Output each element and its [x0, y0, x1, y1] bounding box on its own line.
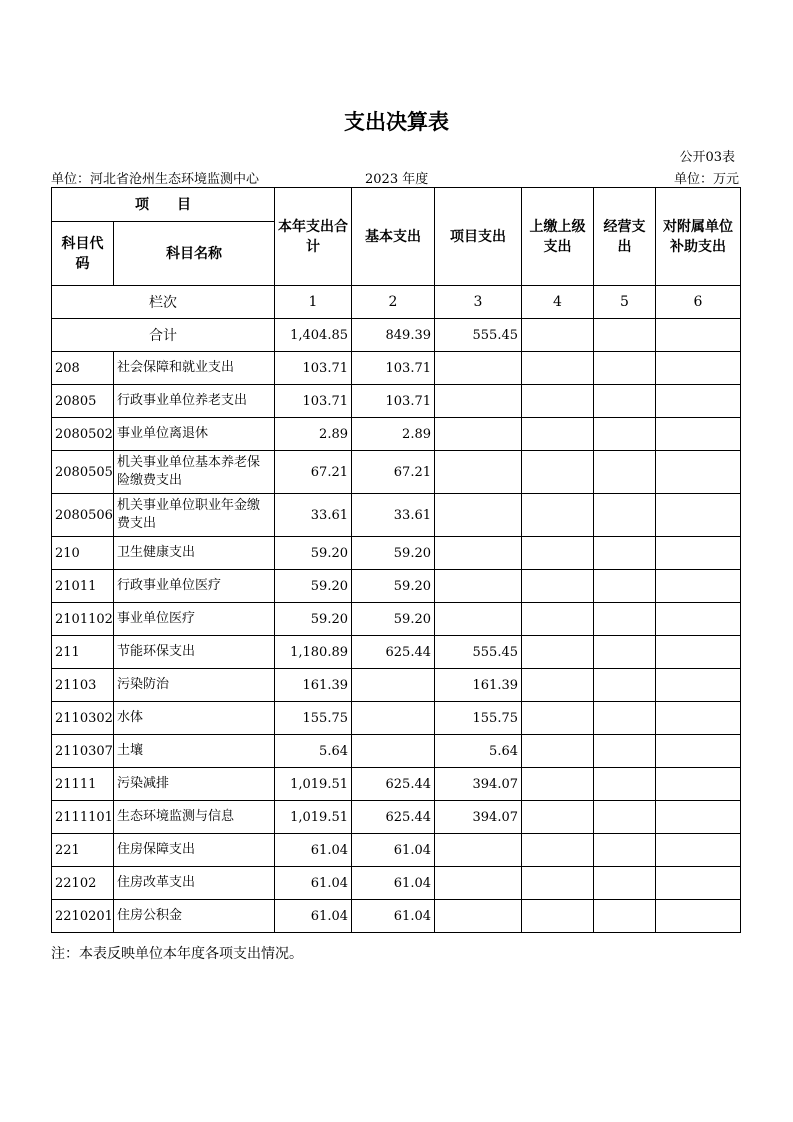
cell-code: 210	[52, 537, 114, 570]
cell-total: 5.64	[275, 735, 352, 768]
cell-name: 住房保障支出	[114, 834, 275, 867]
cell-code: 2110302	[52, 702, 114, 735]
cell-total: 103.71	[275, 352, 352, 385]
cell-project	[435, 418, 522, 451]
cell-basic: 61.04	[352, 900, 435, 933]
fiscal-year: 2023 年度	[365, 172, 429, 187]
cell-code: 20805	[52, 385, 114, 418]
header-basic: 基本支出	[352, 188, 435, 286]
cell-business	[594, 768, 656, 801]
total-label: 合计	[52, 319, 275, 352]
cell-business	[594, 669, 656, 702]
cell-name: 土壤	[114, 735, 275, 768]
table-row	[52, 451, 741, 494]
cell-project	[435, 570, 522, 603]
cell-business	[594, 385, 656, 418]
cell-upper	[522, 570, 594, 603]
cell-code: 22102	[52, 867, 114, 900]
cell-business	[594, 702, 656, 735]
table-row	[52, 418, 741, 451]
table-row	[52, 537, 741, 570]
cell-subsidy	[656, 603, 741, 636]
cell-project: 5.64	[435, 735, 522, 768]
cell-subsidy	[656, 735, 741, 768]
cell-basic: 59.20	[352, 603, 435, 636]
cell-upper	[522, 352, 594, 385]
table-row	[52, 801, 741, 834]
cell-project	[435, 494, 522, 537]
cell-subsidy	[656, 900, 741, 933]
cell-business	[594, 735, 656, 768]
cell-code: 2111101	[52, 801, 114, 834]
cell-name: 污染减排	[114, 768, 275, 801]
cell-business	[594, 867, 656, 900]
cell-business	[594, 537, 656, 570]
cell-business	[594, 900, 656, 933]
table-row	[52, 900, 741, 933]
cell-basic: 33.61	[352, 494, 435, 537]
header-upper: 上缴上级支出	[522, 188, 594, 286]
cell-project: 394.07	[435, 768, 522, 801]
cell-name: 生态环境监测与信息	[114, 801, 275, 834]
cell-total: 103.71	[275, 385, 352, 418]
table-row	[52, 603, 741, 636]
cell-total: 61.04	[275, 900, 352, 933]
table-row	[52, 702, 741, 735]
cell-upper	[522, 669, 594, 702]
total-row	[52, 319, 741, 352]
column-number: 1	[275, 286, 352, 319]
cell-subsidy	[656, 494, 741, 537]
cell-upper	[522, 702, 594, 735]
cell-code: 208	[52, 352, 114, 385]
cell-subsidy	[656, 451, 741, 494]
cell-upper	[522, 768, 594, 801]
header-subsidy: 对附属单位补助支出	[656, 188, 741, 286]
cell-total: 1,019.51	[275, 801, 352, 834]
total-value	[522, 319, 594, 352]
cell-name: 事业单位医疗	[114, 603, 275, 636]
cell-project	[435, 451, 522, 494]
cell-name: 卫生健康支出	[114, 537, 275, 570]
cell-business	[594, 801, 656, 834]
cell-project: 394.07	[435, 801, 522, 834]
cell-upper	[522, 537, 594, 570]
cell-name: 社会保障和就业支出	[114, 352, 275, 385]
money-unit: 单位：万元	[673, 172, 739, 187]
cell-subsidy	[656, 669, 741, 702]
cell-upper	[522, 451, 594, 494]
column-number: 4	[522, 286, 594, 319]
cell-upper	[522, 494, 594, 537]
cell-basic: 625.44	[352, 768, 435, 801]
table-row	[52, 669, 741, 702]
cell-subsidy	[656, 570, 741, 603]
cell-subsidy	[656, 385, 741, 418]
cell-business	[594, 636, 656, 669]
cell-subsidy	[656, 768, 741, 801]
cell-basic	[352, 735, 435, 768]
cell-project: 161.39	[435, 669, 522, 702]
total-value: 1,404.85	[275, 319, 352, 352]
cell-project	[435, 603, 522, 636]
table-row	[52, 768, 741, 801]
cell-name: 污染防治	[114, 669, 275, 702]
table-row	[52, 735, 741, 768]
cell-project	[435, 537, 522, 570]
cell-name: 事业单位离退休	[114, 418, 275, 451]
cell-business	[594, 451, 656, 494]
table-row	[52, 570, 741, 603]
cell-name: 机关事业单位职业年金缴费支出	[114, 494, 275, 537]
cell-business	[594, 494, 656, 537]
cell-basic: 59.20	[352, 537, 435, 570]
cell-basic: 103.71	[352, 385, 435, 418]
cell-business	[594, 418, 656, 451]
cell-total: 59.20	[275, 537, 352, 570]
cell-name: 住房改革支出	[114, 867, 275, 900]
reporting-unit: 单位：河北省沧州生态环境监测中心	[51, 172, 260, 187]
cell-subsidy	[656, 537, 741, 570]
cell-code: 2210201	[52, 900, 114, 933]
cell-total: 33.61	[275, 494, 352, 537]
cell-basic	[352, 702, 435, 735]
header-item: 项 目	[52, 188, 275, 222]
header-project: 项目支出	[435, 188, 522, 286]
cell-basic: 103.71	[352, 352, 435, 385]
cell-total: 161.39	[275, 669, 352, 702]
cell-subsidy	[656, 352, 741, 385]
column-number: 5	[594, 286, 656, 319]
cell-subsidy	[656, 636, 741, 669]
cell-code: 2101102	[52, 603, 114, 636]
cell-upper	[522, 418, 594, 451]
total-value	[594, 319, 656, 352]
cell-project	[435, 352, 522, 385]
total-value	[656, 319, 741, 352]
header-business: 经营支出	[594, 188, 656, 286]
cell-basic: 59.20	[352, 570, 435, 603]
cell-project: 155.75	[435, 702, 522, 735]
cell-basic: 61.04	[352, 834, 435, 867]
column-number: 6	[656, 286, 741, 319]
cell-name: 行政事业单位医疗	[114, 570, 275, 603]
cell-code: 21111	[52, 768, 114, 801]
cell-subsidy	[656, 702, 741, 735]
cell-name: 机关事业单位基本养老保险缴费支出	[114, 451, 275, 494]
total-value: 849.39	[352, 319, 435, 352]
header-code: 科目代码	[52, 222, 114, 286]
cell-name: 住房公积金	[114, 900, 275, 933]
cell-code: 211	[52, 636, 114, 669]
cell-code: 21103	[52, 669, 114, 702]
cell-total: 59.20	[275, 570, 352, 603]
cell-basic: 67.21	[352, 451, 435, 494]
cell-total: 2.89	[275, 418, 352, 451]
cell-basic: 625.44	[352, 636, 435, 669]
cell-business	[594, 603, 656, 636]
table-row	[52, 494, 741, 537]
info-line	[51, 168, 739, 186]
cell-code: 2110307	[52, 735, 114, 768]
header-name: 科目名称	[114, 222, 275, 286]
cell-subsidy	[656, 834, 741, 867]
cell-upper	[522, 735, 594, 768]
cell-total: 59.20	[275, 603, 352, 636]
table-row	[52, 867, 741, 900]
cell-upper	[522, 603, 594, 636]
cell-project	[435, 385, 522, 418]
cell-project	[435, 834, 522, 867]
expenditure-table	[51, 187, 741, 933]
footnote: 注：本表反映单位本年度各项支出情况。	[51, 946, 303, 962]
cell-code: 2080506	[52, 494, 114, 537]
cell-code: 2080502	[52, 418, 114, 451]
cell-basic	[352, 669, 435, 702]
cell-total: 61.04	[275, 834, 352, 867]
cell-subsidy	[656, 867, 741, 900]
cell-business	[594, 352, 656, 385]
cell-project	[435, 867, 522, 900]
cell-total: 155.75	[275, 702, 352, 735]
cell-project: 555.45	[435, 636, 522, 669]
form-number: 公开03表	[679, 150, 735, 165]
cell-name: 节能环保支出	[114, 636, 275, 669]
cell-upper	[522, 801, 594, 834]
cell-basic: 2.89	[352, 418, 435, 451]
cell-subsidy	[656, 418, 741, 451]
column-number-label: 栏次	[52, 286, 275, 319]
cell-upper	[522, 385, 594, 418]
cell-code: 21011	[52, 570, 114, 603]
cell-upper	[522, 900, 594, 933]
cell-basic: 625.44	[352, 801, 435, 834]
cell-total: 1,180.89	[275, 636, 352, 669]
cell-name: 水体	[114, 702, 275, 735]
cell-total: 67.21	[275, 451, 352, 494]
table-row	[52, 352, 741, 385]
table-row	[52, 385, 741, 418]
cell-total: 61.04	[275, 867, 352, 900]
page-title: 支出决算表	[344, 110, 449, 134]
cell-code: 221	[52, 834, 114, 867]
cell-business	[594, 834, 656, 867]
cell-code: 2080505	[52, 451, 114, 494]
table-row	[52, 834, 741, 867]
column-number-row	[52, 286, 741, 319]
column-number: 2	[352, 286, 435, 319]
cell-upper	[522, 867, 594, 900]
column-number: 3	[435, 286, 522, 319]
cell-total: 1,019.51	[275, 768, 352, 801]
cell-project	[435, 900, 522, 933]
cell-upper	[522, 834, 594, 867]
cell-subsidy	[656, 801, 741, 834]
cell-business	[594, 570, 656, 603]
cell-basic: 61.04	[352, 867, 435, 900]
table-row	[52, 636, 741, 669]
header-total: 本年支出合计	[275, 188, 352, 286]
total-value: 555.45	[435, 319, 522, 352]
cell-name: 行政事业单位养老支出	[114, 385, 275, 418]
cell-upper	[522, 636, 594, 669]
